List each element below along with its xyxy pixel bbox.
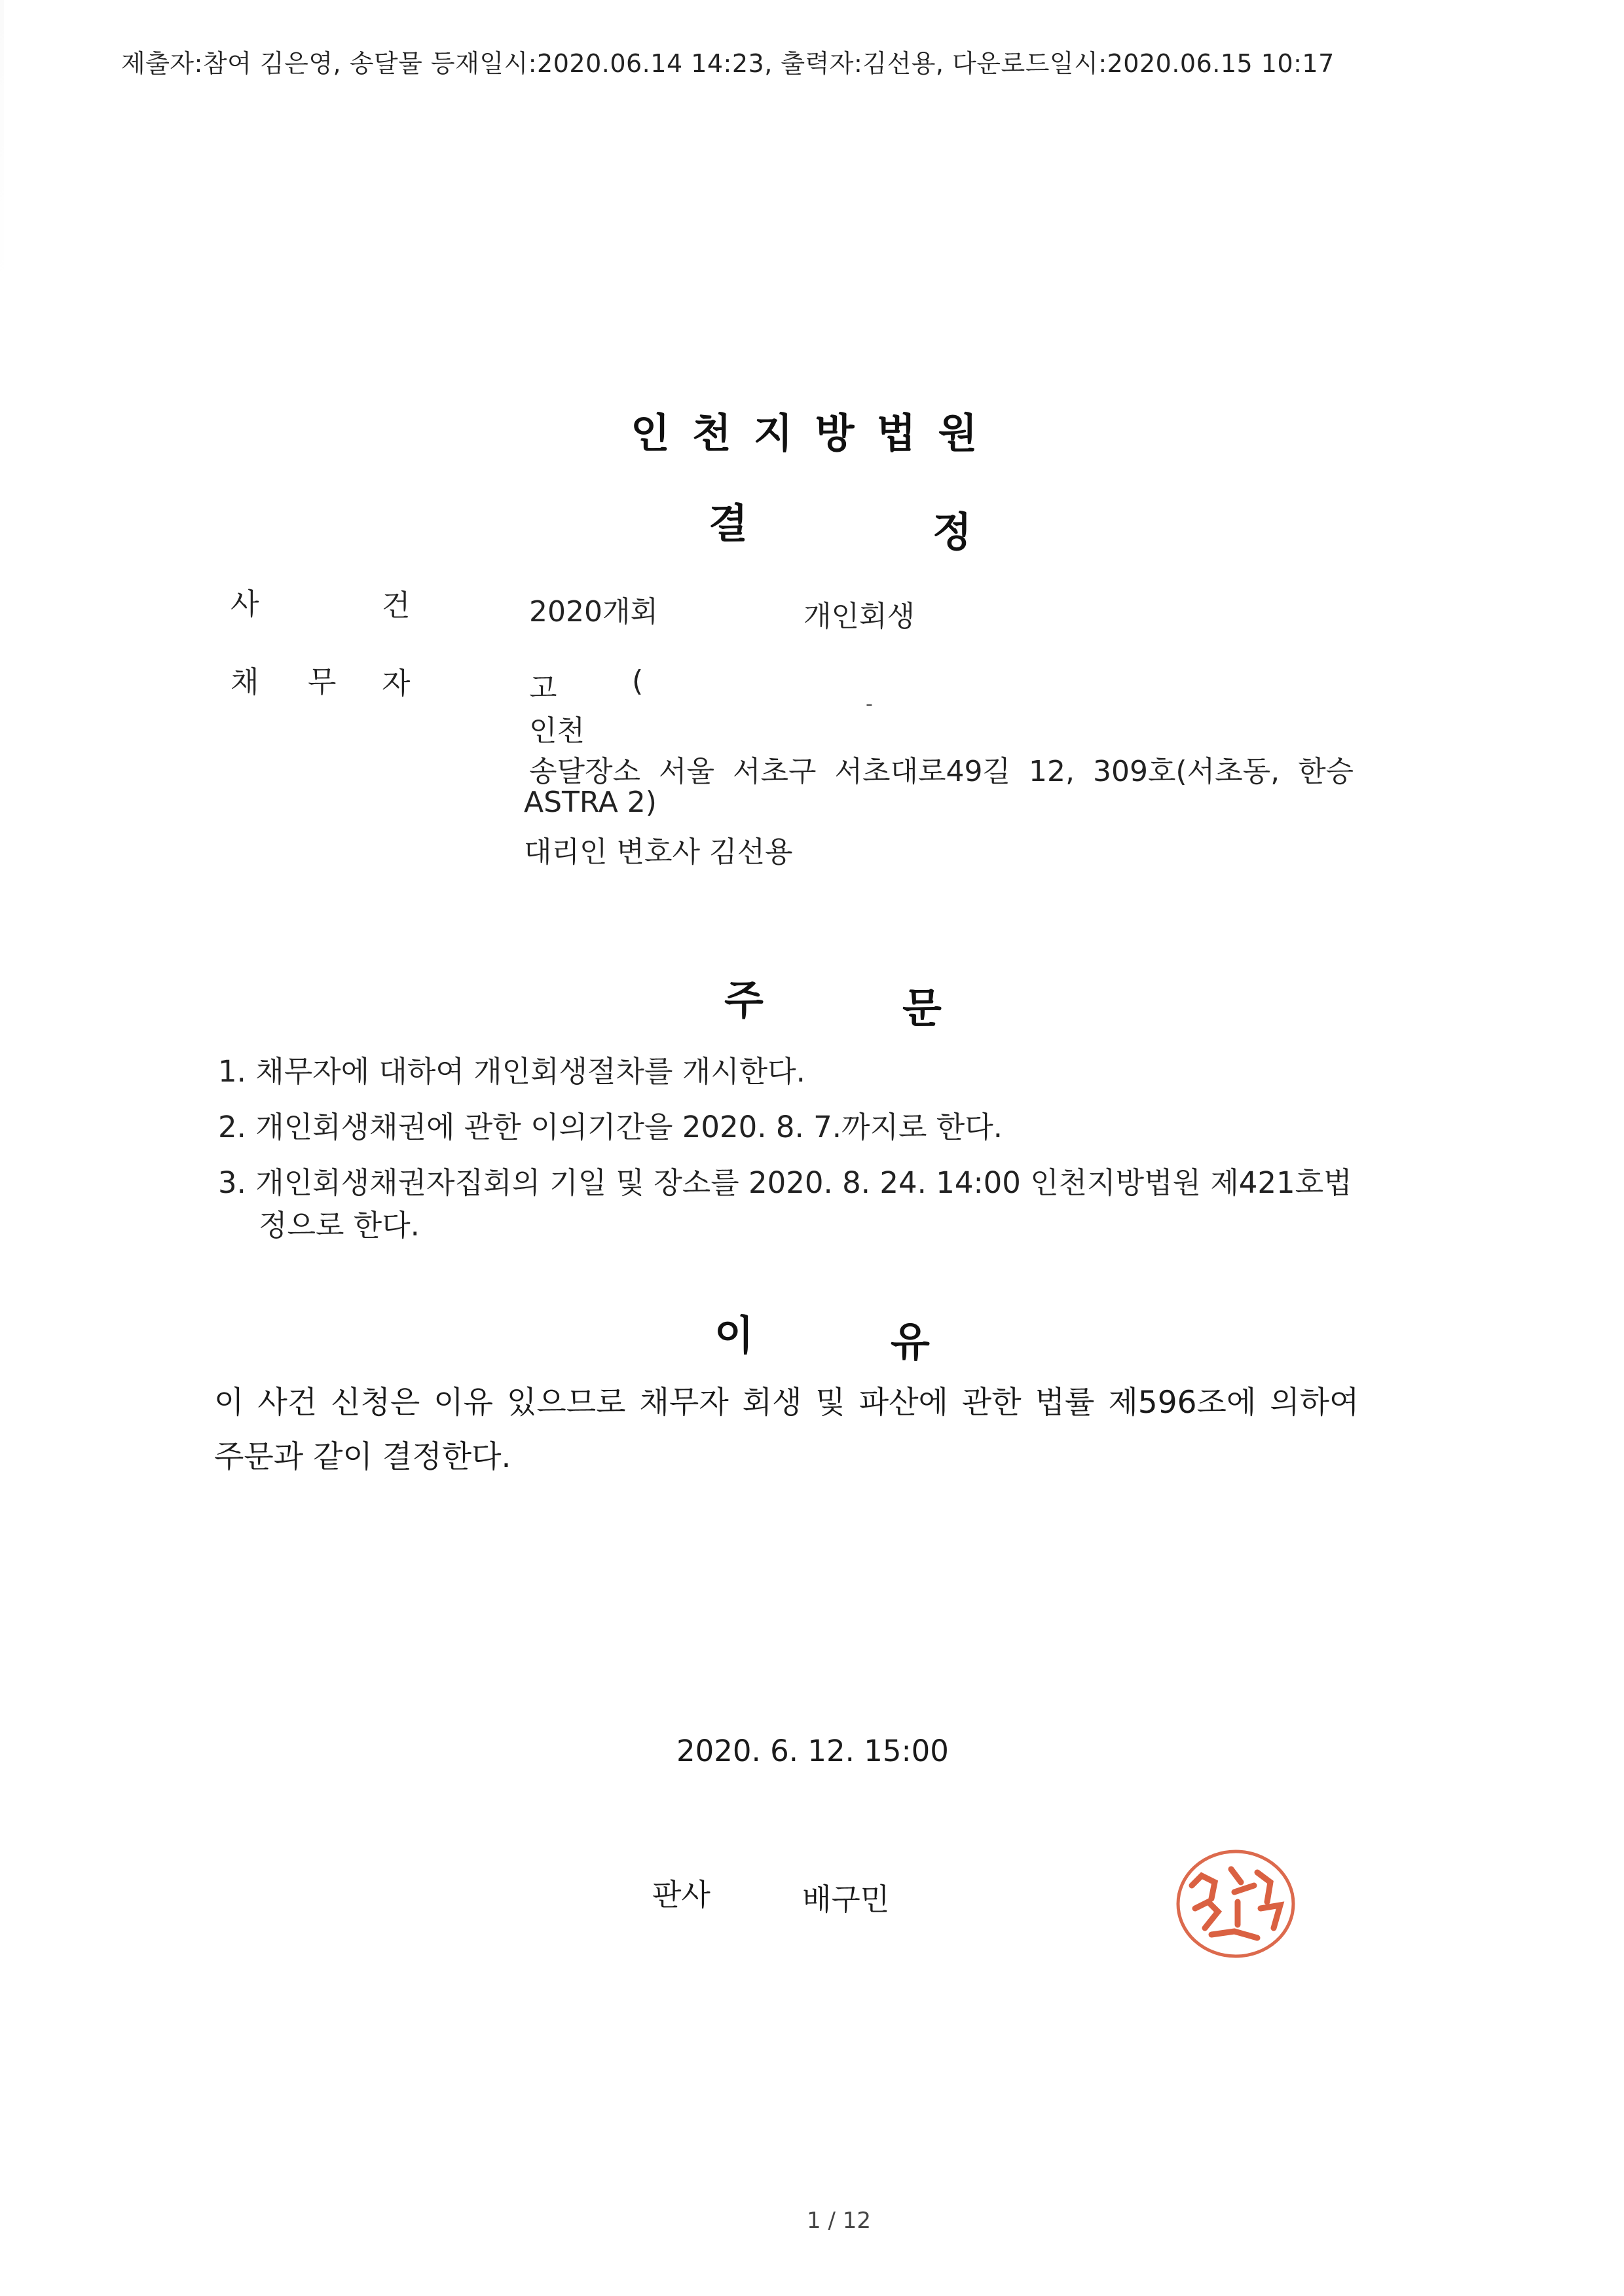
debtor-paren: ( (632, 665, 644, 698)
order-item-1: 1. 채무자에 대하여 개인회생절차를 개시한다. (218, 1054, 805, 1089)
address-dash: - (866, 693, 873, 716)
judge-name: 배구민 (802, 1882, 890, 1917)
judge-title: 판사 (652, 1877, 710, 1912)
reason-heading-part1: 이 (714, 1311, 754, 1359)
debtor-address: 인천 (529, 714, 585, 748)
main-order-heading-part2: 문 (902, 984, 942, 1032)
judge-seal-stamp (1172, 1846, 1300, 1961)
order-item-3-line1: 3. 개인회생채권자집회의 기일 및 장소를 2020. 8. 24. 14:00 인천지방법원 제421호법 (218, 1165, 1352, 1200)
case-type: 개인회생 (803, 600, 915, 633)
print-header: 제출자:참여 김은영, 송달물 등재일시:2020.06.14 14:23, 출력자:김선용, 다운로드일시:2020.06.15 10:17 (121, 49, 1335, 78)
page-number: 1 / 12 (807, 2208, 871, 2234)
delivery-address-line2: ASTRA 2) (524, 786, 657, 819)
debtor-label-part2: 무 (308, 665, 337, 699)
case-label-part2: 건 (382, 588, 411, 623)
debtor-label-part1: 채 (231, 665, 259, 699)
case-label-part1: 사 (231, 587, 259, 621)
redaction-box (661, 586, 792, 623)
reason-heading-part2: 유 (891, 1318, 930, 1366)
main-order-heading-part1: 주 (724, 976, 764, 1024)
delivery-address-line1: 송달장소 서울 서초구 서초대로49길 12, 309호(서초동, 한승 (529, 755, 1354, 788)
court-name: 인천지방법원 (631, 409, 1000, 457)
decision-date: 2020. 6. 12. 15:00 (676, 1734, 949, 1768)
debtor-name: 고 (529, 672, 557, 705)
debtor-label-part3: 자 (382, 666, 411, 701)
order-item-3-line2: 정으로 한다. (259, 1208, 420, 1243)
reason-line2: 주문과 같이 결정한다. (214, 1439, 511, 1475)
document-title-part2: 정 (932, 508, 972, 556)
legal-agent: 대리인 변호사 김선용 (524, 835, 793, 869)
case-number: 2020개회 (529, 595, 658, 629)
reason-line1: 이 사건 신청은 이유 있으므로 채무자 회생 및 파산에 관한 법률 제596조에 의하여 (214, 1385, 1359, 1421)
scan-edge (0, 0, 4, 288)
document-title-part1: 결 (709, 500, 748, 547)
seal-inner-mark (1192, 1869, 1280, 1938)
order-item-2: 2. 개인회생채권에 관한 이의기간을 2020. 8. 7.까지로 한다. (218, 1110, 1003, 1144)
